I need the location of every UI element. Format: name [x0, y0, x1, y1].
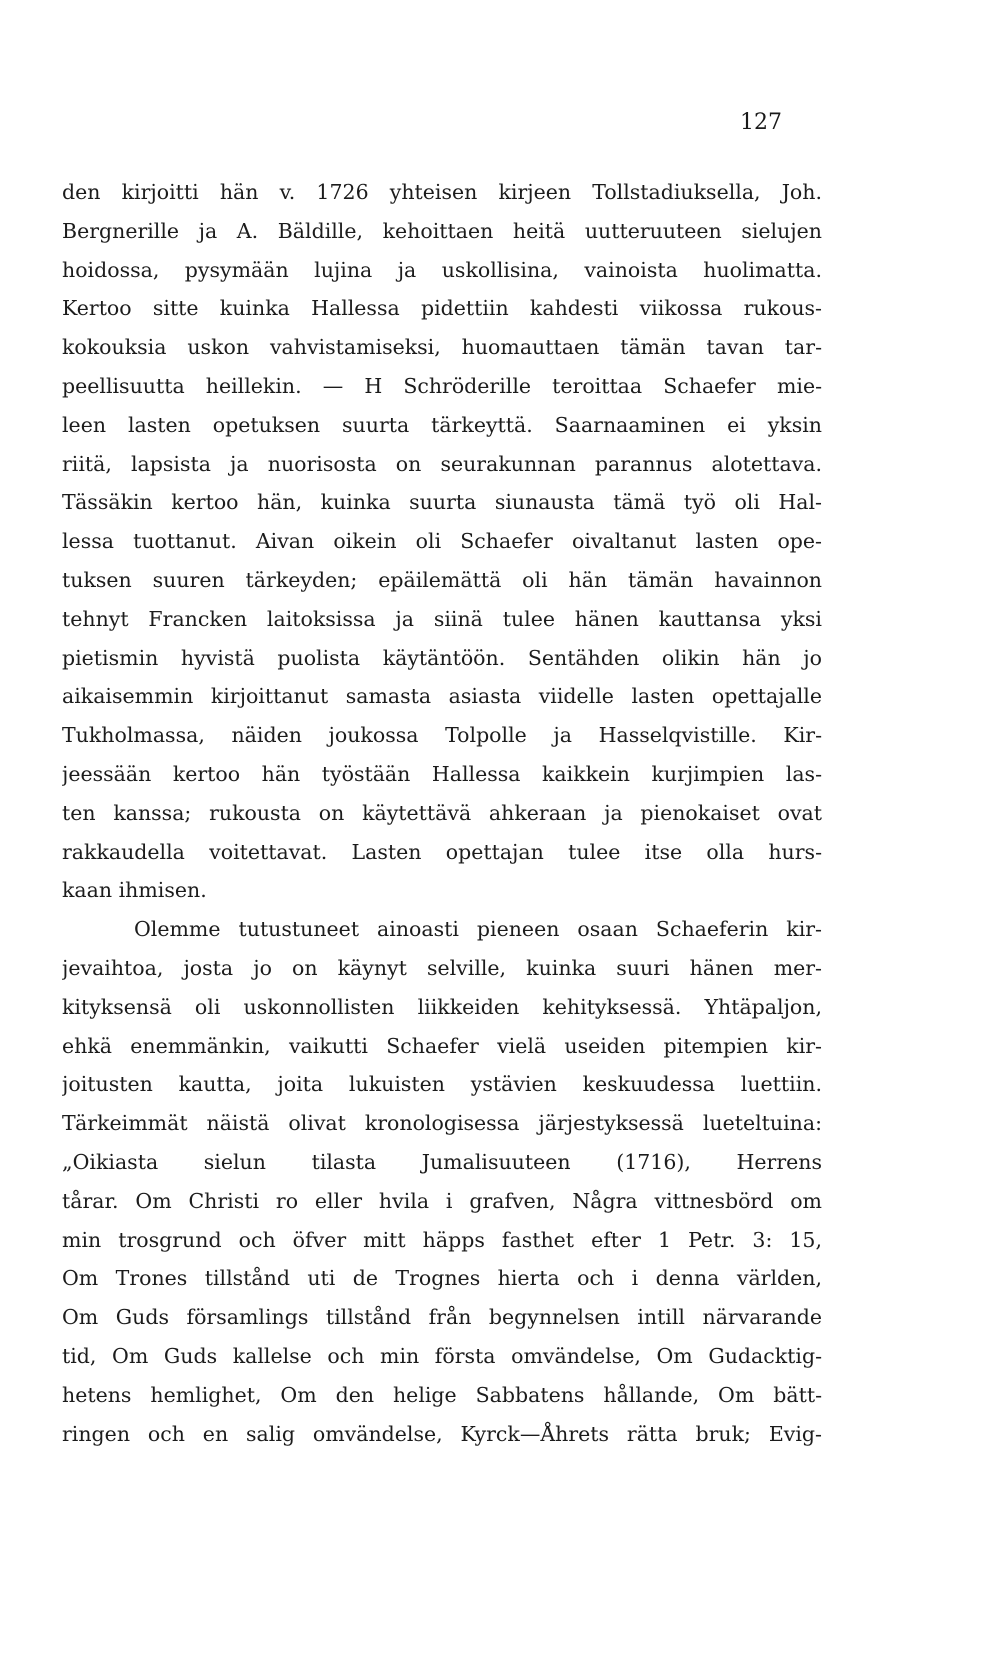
text-line: tårar. Om Christi ro eller hvila i grafven, Några vittnesbörd om	[62, 1188, 822, 1213]
text-line: ten kanssa; rukousta on käytettävä ahkeraan ja pienokaiset ovat	[62, 800, 822, 825]
text-line: „Oikiasta sielun tilasta Jumalisuuteen (1716), Herrens	[62, 1149, 822, 1174]
text-line: peellisuutta heillekin. — H Schröderille teroittaa Schaefer mie-	[62, 373, 822, 398]
text-line: tehnyt Francken laitoksissa ja siinä tulee hänen kauttansa yksi	[62, 606, 822, 631]
text-line: ringen och en salig omvändelse, Kyrck—Åhrets rätta bruk; Evig-	[62, 1421, 822, 1446]
text-line: riitä, lapsista ja nuorisosta on seurakunnan parannus alotettava.	[62, 451, 822, 476]
text-line: jevaihtoa, josta jo on käynyt selville, kuinka suuri hänen mer-	[62, 955, 822, 980]
text-line: Kertoo sitte kuinka Hallessa pidettiin kahdesti viikossa rukous-	[62, 296, 822, 321]
text-line: Tässäkin kertoo hän, kuinka suurta siunausta tämä työ oli Hal-	[62, 490, 822, 515]
text-line: ehkä enemmänkin, vaikutti Schaefer vielä useiden pitempien kir-	[62, 1033, 822, 1058]
text-line: joitusten kautta, joita lukuisten ystävien keskuudessa luettiin.	[62, 1072, 822, 1097]
body-text	[62, 173, 822, 1453]
text-line: Tärkeimmät näistä olivat kronologisessa järjestyksessä lueteltuina:	[62, 1111, 822, 1136]
text-line: leen lasten opetuksen suurta tärkeyttä. Saarnaaminen ei yksin	[62, 412, 822, 437]
text-line: min trosgrund och öfver mitt häpps fasthet efter 1 Petr. 3: 15,	[62, 1227, 822, 1252]
text-line: Om Guds församlings tillstånd från begynnelsen intill närvarande	[62, 1305, 822, 1330]
text-line: kaan ihmisen.	[62, 878, 207, 903]
text-line: Bergnerille ja A. Bäldille, kehoittaen heitä uutteruuteen sielujen	[62, 218, 822, 243]
text-line: kityksensä oli uskonnollisten liikkeiden kehityksessä. Yhtäpaljon,	[62, 994, 822, 1019]
text-line: hetens hemlighet, Om den helige Sabbatens hållande, Om bätt-	[62, 1382, 822, 1407]
page-number: 127	[740, 110, 782, 135]
text-line: kokouksia uskon vahvistamiseksi, huomauttaen tämän tavan tar-	[62, 335, 822, 360]
text-line: tid, Om Guds kallelse och min första omvändelse, Om Gudacktig-	[62, 1343, 822, 1368]
text-line: jeessään kertoo hän työstään Hallessa kaikkein kurjimpien las-	[62, 761, 822, 786]
text-line: hoidossa, pysymään lujina ja uskollisina, vainoista huolimatta.	[62, 257, 822, 282]
text-line: den kirjoitti hän v. 1726 yhteisen kirjeen Tollstadiuksella, Joh.	[62, 180, 822, 204]
text-line: tuksen suuren tärkeyden; epäilemättä oli hän tämän havainnon	[62, 567, 822, 592]
text-line: Tukholmassa, näiden joukossa Tolpolle ja Hasselqvistille. Kir-	[62, 723, 822, 748]
text-line: Om Trones tillstånd uti de Trognes hierta och i denna världen,	[62, 1266, 822, 1291]
text-line: rakkaudella voitettavat. Lasten opettajan tulee itse olla hurs-	[62, 839, 822, 864]
text-line: Olemme tutustuneet ainoasti pieneen osaan Schaeferin kir-	[134, 917, 822, 942]
text-line: aikaisemmin kirjoittanut samasta asiasta viidelle lasten opettajalle	[62, 684, 822, 709]
text-line: pietismin hyvistä puolista käytäntöön. Sentähden olikin hän jo	[62, 645, 822, 670]
text-line: lessa tuottanut. Aivan oikein oli Schaefer oivaltanut lasten ope-	[62, 529, 822, 554]
